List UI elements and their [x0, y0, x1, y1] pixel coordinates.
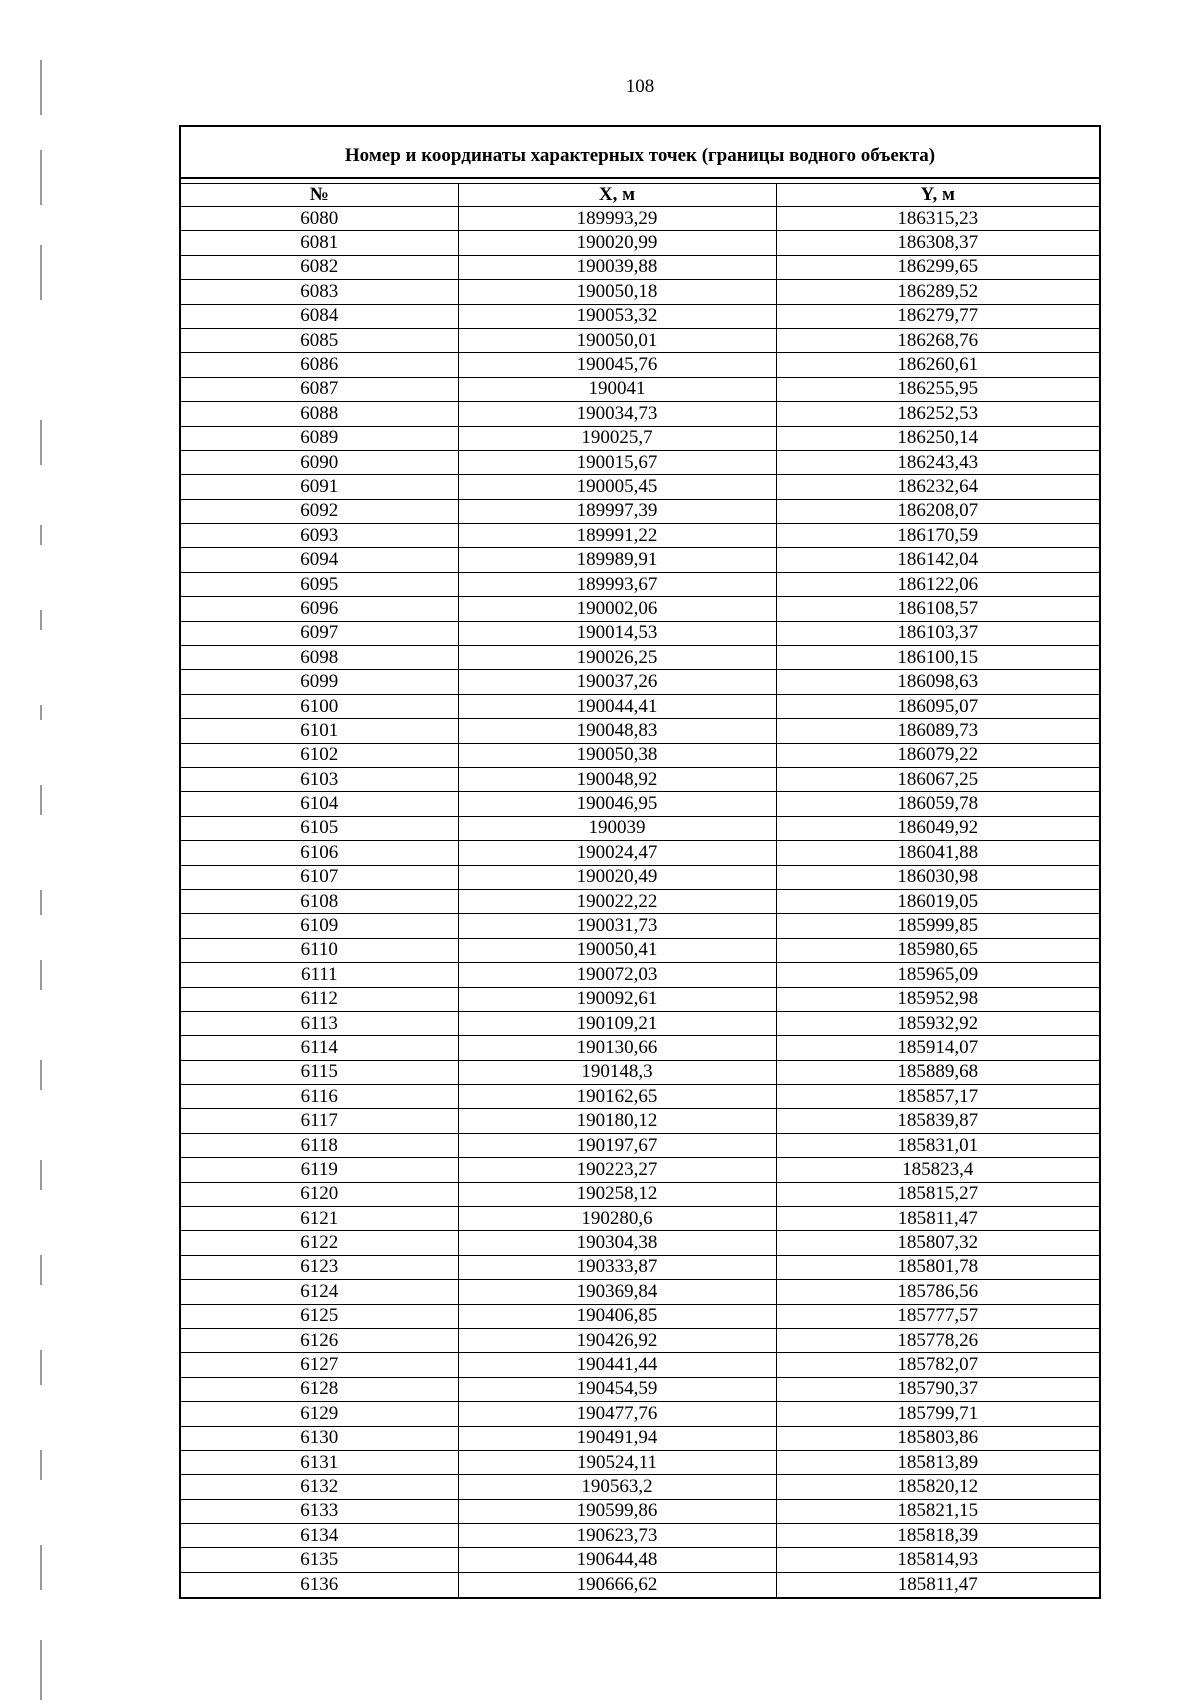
point-number-cell: 6132 [181, 1475, 458, 1499]
point-number-cell: 6136 [181, 1572, 458, 1596]
x-coordinate-cell: 190048,92 [458, 767, 776, 791]
y-coordinate-cell: 186098,63 [776, 670, 1099, 694]
scan-mark [40, 1350, 42, 1385]
x-coordinate-cell: 190050,38 [458, 743, 776, 767]
x-coordinate-cell: 190223,27 [458, 1158, 776, 1182]
point-number-cell: 6108 [181, 889, 458, 913]
point-number-cell: 6087 [181, 377, 458, 401]
table-row [181, 670, 1099, 694]
y-coordinate-cell: 186260,61 [776, 353, 1099, 377]
x-coordinate-cell: 190258,12 [458, 1182, 776, 1206]
table-row [181, 1109, 1099, 1133]
x-coordinate-cell: 190031,73 [458, 914, 776, 938]
point-number-cell: 6085 [181, 328, 458, 352]
x-coordinate-cell: 190039,88 [458, 255, 776, 279]
y-coordinate-cell: 186252,53 [776, 402, 1099, 426]
point-number-cell: 6109 [181, 914, 458, 938]
table-title: Номер и координаты характерных точек (границы водного объекта) [181, 127, 1099, 179]
x-coordinate-cell: 189991,22 [458, 524, 776, 548]
table-row [181, 1572, 1099, 1596]
table-row [181, 1036, 1099, 1060]
table-row [181, 767, 1099, 791]
y-coordinate-cell: 185980,65 [776, 938, 1099, 962]
point-number-cell: 6123 [181, 1255, 458, 1279]
y-coordinate-cell: 185811,47 [776, 1207, 1099, 1231]
table-row [181, 1475, 1099, 1499]
y-coordinate-cell: 185965,09 [776, 963, 1099, 987]
point-number-cell: 6091 [181, 475, 458, 499]
table-row [181, 1524, 1099, 1548]
x-coordinate-cell: 190491,94 [458, 1426, 776, 1450]
point-number-cell: 6103 [181, 767, 458, 791]
point-number-cell: 6098 [181, 646, 458, 670]
x-coordinate-cell: 189997,39 [458, 499, 776, 523]
scan-mark [40, 1545, 42, 1590]
table-row [181, 1060, 1099, 1084]
point-number-cell: 6082 [181, 255, 458, 279]
y-coordinate-cell: 185820,12 [776, 1475, 1099, 1499]
point-number-cell: 6106 [181, 841, 458, 865]
table-row [181, 377, 1099, 401]
point-number-cell: 6101 [181, 719, 458, 743]
y-coordinate-cell: 186243,43 [776, 450, 1099, 474]
y-coordinate-cell: 185782,07 [776, 1353, 1099, 1377]
table-row [181, 963, 1099, 987]
x-coordinate-cell: 190050,18 [458, 280, 776, 304]
point-number-cell: 6134 [181, 1524, 458, 1548]
table-header-row [181, 184, 1099, 207]
x-coordinate-cell: 190034,73 [458, 402, 776, 426]
table-row [181, 816, 1099, 840]
scan-mark [40, 150, 42, 205]
table-row [181, 207, 1099, 231]
scan-mark [40, 1160, 42, 1190]
point-number-cell: 6127 [181, 1353, 458, 1377]
table-row [181, 1207, 1099, 1231]
point-number-cell: 6102 [181, 743, 458, 767]
x-coordinate-cell: 190148,3 [458, 1060, 776, 1084]
x-coordinate-cell: 190426,92 [458, 1328, 776, 1352]
table-row [181, 426, 1099, 450]
y-coordinate-cell: 185823,4 [776, 1158, 1099, 1182]
table-row [181, 1255, 1099, 1279]
coordinates-table [181, 183, 1099, 1597]
table-row [181, 1182, 1099, 1206]
table-row [181, 1499, 1099, 1523]
point-number-cell: 6093 [181, 524, 458, 548]
y-coordinate-cell: 186067,25 [776, 767, 1099, 791]
point-number-cell: 6118 [181, 1133, 458, 1157]
point-number-cell: 6099 [181, 670, 458, 694]
x-coordinate-cell: 190304,38 [458, 1231, 776, 1255]
y-coordinate-cell: 185857,17 [776, 1085, 1099, 1109]
scan-mark [40, 1255, 42, 1285]
table-row [181, 719, 1099, 743]
x-coordinate-cell: 190044,41 [458, 694, 776, 718]
point-number-cell: 6084 [181, 304, 458, 328]
table-row [181, 304, 1099, 328]
x-coordinate-cell: 190024,47 [458, 841, 776, 865]
x-coordinate-cell: 190002,06 [458, 597, 776, 621]
x-coordinate-cell: 190454,59 [458, 1377, 776, 1401]
y-coordinate-cell: 186079,22 [776, 743, 1099, 767]
point-number-cell: 6122 [181, 1231, 458, 1255]
y-coordinate-cell: 186095,07 [776, 694, 1099, 718]
x-coordinate-cell: 190014,53 [458, 621, 776, 645]
scan-mark [40, 610, 42, 630]
point-number-cell: 6111 [181, 963, 458, 987]
table-row [181, 841, 1099, 865]
x-coordinate-cell: 190524,11 [458, 1450, 776, 1474]
table-row [181, 548, 1099, 572]
x-coordinate-cell: 190369,84 [458, 1280, 776, 1304]
table-row [181, 402, 1099, 426]
x-coordinate-cell: 190026,25 [458, 646, 776, 670]
table-body [181, 207, 1099, 1597]
x-coordinate-cell: 190130,66 [458, 1036, 776, 1060]
point-number-cell: 6086 [181, 353, 458, 377]
point-number-cell: 6114 [181, 1036, 458, 1060]
point-number-cell: 6100 [181, 694, 458, 718]
x-coordinate-cell: 190037,26 [458, 670, 776, 694]
table-row [181, 255, 1099, 279]
point-number-cell: 6097 [181, 621, 458, 645]
x-coordinate-cell: 190623,73 [458, 1524, 776, 1548]
table-row [181, 1304, 1099, 1328]
scan-mark [40, 705, 42, 720]
y-coordinate-cell: 185799,71 [776, 1402, 1099, 1426]
table-row [181, 865, 1099, 889]
table-row [181, 1280, 1099, 1304]
y-coordinate-cell: 185777,57 [776, 1304, 1099, 1328]
y-coordinate-cell: 186268,76 [776, 328, 1099, 352]
scan-mark [40, 420, 42, 465]
table-row [181, 1133, 1099, 1157]
table-row [181, 1085, 1099, 1109]
x-coordinate-cell: 190092,61 [458, 987, 776, 1011]
x-coordinate-cell: 190025,7 [458, 426, 776, 450]
y-coordinate-cell: 185814,93 [776, 1548, 1099, 1572]
point-number-cell: 6096 [181, 597, 458, 621]
point-number-cell: 6090 [181, 450, 458, 474]
x-coordinate-cell: 190109,21 [458, 1011, 776, 1035]
point-number-cell: 6116 [181, 1085, 458, 1109]
x-coordinate-cell: 190197,67 [458, 1133, 776, 1157]
table-row [181, 1402, 1099, 1426]
y-coordinate-cell: 185813,89 [776, 1450, 1099, 1474]
table-row [181, 1011, 1099, 1035]
y-coordinate-cell: 186232,64 [776, 475, 1099, 499]
point-number-cell: 6094 [181, 548, 458, 572]
point-number-cell: 6089 [181, 426, 458, 450]
scan-mark [40, 890, 42, 915]
table-row [181, 1450, 1099, 1474]
table-row [181, 987, 1099, 1011]
point-number-cell: 6092 [181, 499, 458, 523]
table-row [181, 889, 1099, 913]
point-number-cell: 6125 [181, 1304, 458, 1328]
point-number-cell: 6083 [181, 280, 458, 304]
point-number-cell: 6080 [181, 207, 458, 231]
point-number-cell: 6113 [181, 1011, 458, 1035]
y-coordinate-cell: 186049,92 [776, 816, 1099, 840]
table-row [181, 231, 1099, 255]
y-coordinate-cell: 185801,78 [776, 1255, 1099, 1279]
x-coordinate-cell: 190441,44 [458, 1353, 776, 1377]
table-row [181, 280, 1099, 304]
y-coordinate-cell: 185778,26 [776, 1328, 1099, 1352]
point-number-cell: 6133 [181, 1499, 458, 1523]
coordinates-table-frame [179, 125, 1101, 1599]
y-coordinate-cell: 186308,37 [776, 231, 1099, 255]
y-coordinate-cell: 186255,95 [776, 377, 1099, 401]
table-row [181, 646, 1099, 670]
point-number-cell: 6126 [181, 1328, 458, 1352]
page-number: 108 [625, 76, 655, 97]
point-number-cell: 6130 [181, 1426, 458, 1450]
point-number-cell: 6135 [181, 1548, 458, 1572]
point-number-cell: 6095 [181, 572, 458, 596]
table-row [181, 524, 1099, 548]
table-row [181, 914, 1099, 938]
x-coordinate-cell: 190162,65 [458, 1085, 776, 1109]
x-coordinate-cell: 189993,67 [458, 572, 776, 596]
scan-mark [40, 785, 42, 815]
x-coordinate-cell: 190045,76 [458, 353, 776, 377]
table-row [181, 499, 1099, 523]
table-row [181, 572, 1099, 596]
y-coordinate-cell: 186108,57 [776, 597, 1099, 621]
y-coordinate-cell: 186059,78 [776, 792, 1099, 816]
scan-mark [40, 525, 42, 545]
y-coordinate-cell: 185811,47 [776, 1572, 1099, 1596]
y-coordinate-cell: 185790,37 [776, 1377, 1099, 1401]
y-coordinate-cell: 185999,85 [776, 914, 1099, 938]
y-coordinate-cell: 185889,68 [776, 1060, 1099, 1084]
point-number-cell: 6117 [181, 1109, 458, 1133]
scan-mark [40, 1640, 42, 1700]
table-row [181, 621, 1099, 645]
y-coordinate-cell: 185821,15 [776, 1499, 1099, 1523]
table-row [181, 1377, 1099, 1401]
y-coordinate-cell: 186100,15 [776, 646, 1099, 670]
point-number-cell: 6088 [181, 402, 458, 426]
table-row [181, 743, 1099, 767]
y-coordinate-cell: 186250,14 [776, 426, 1099, 450]
x-coordinate-cell: 190053,32 [458, 304, 776, 328]
table-row [181, 694, 1099, 718]
table-row [181, 1328, 1099, 1352]
y-coordinate-cell: 185932,92 [776, 1011, 1099, 1035]
point-number-cell: 6119 [181, 1158, 458, 1182]
point-number-cell: 6124 [181, 1280, 458, 1304]
y-coordinate-cell: 186279,77 [776, 304, 1099, 328]
y-coordinate-cell: 185807,32 [776, 1231, 1099, 1255]
scan-mark [40, 960, 42, 990]
point-number-cell: 6120 [181, 1182, 458, 1206]
y-coordinate-cell: 186019,05 [776, 889, 1099, 913]
table-row [181, 938, 1099, 962]
x-coordinate-cell: 190005,45 [458, 475, 776, 499]
scan-mark [40, 245, 42, 300]
x-coordinate-cell: 190644,48 [458, 1548, 776, 1572]
y-coordinate-cell: 186122,06 [776, 572, 1099, 596]
x-coordinate-cell: 190050,01 [458, 328, 776, 352]
y-coordinate-cell: 186170,59 [776, 524, 1099, 548]
table-row [181, 1353, 1099, 1377]
point-number-cell: 6115 [181, 1060, 458, 1084]
scan-mark [40, 1450, 42, 1480]
y-coordinate-cell: 186315,23 [776, 207, 1099, 231]
y-coordinate-cell: 186208,07 [776, 499, 1099, 523]
point-number-cell: 6121 [181, 1207, 458, 1231]
x-coordinate-cell: 190041 [458, 377, 776, 401]
x-coordinate-cell: 190666,62 [458, 1572, 776, 1596]
y-coordinate-cell: 186089,73 [776, 719, 1099, 743]
x-coordinate-cell: 190048,83 [458, 719, 776, 743]
table-row [181, 792, 1099, 816]
table-row [181, 353, 1099, 377]
y-coordinate-cell: 186142,04 [776, 548, 1099, 572]
point-number-cell: 6107 [181, 865, 458, 889]
x-coordinate-cell: 190072,03 [458, 963, 776, 987]
column-header-number: № [181, 184, 458, 207]
y-coordinate-cell: 185815,27 [776, 1182, 1099, 1206]
x-coordinate-cell: 190563,2 [458, 1475, 776, 1499]
point-number-cell: 6081 [181, 231, 458, 255]
x-coordinate-cell: 190406,85 [458, 1304, 776, 1328]
column-header-y: Y, м [776, 184, 1099, 207]
column-header-x: X, м [458, 184, 776, 207]
table-row [181, 1426, 1099, 1450]
x-coordinate-cell: 190046,95 [458, 792, 776, 816]
y-coordinate-cell: 186103,37 [776, 621, 1099, 645]
x-coordinate-cell: 190050,41 [458, 938, 776, 962]
table-row [181, 597, 1099, 621]
y-coordinate-cell: 185839,87 [776, 1109, 1099, 1133]
x-coordinate-cell: 189989,91 [458, 548, 776, 572]
point-number-cell: 6128 [181, 1377, 458, 1401]
y-coordinate-cell: 186041,88 [776, 841, 1099, 865]
x-coordinate-cell: 190180,12 [458, 1109, 776, 1133]
table-row [181, 475, 1099, 499]
point-number-cell: 6131 [181, 1450, 458, 1474]
x-coordinate-cell: 190039 [458, 816, 776, 840]
table-row [181, 450, 1099, 474]
x-coordinate-cell: 190477,76 [458, 1402, 776, 1426]
y-coordinate-cell: 186030,98 [776, 865, 1099, 889]
y-coordinate-cell: 185803,86 [776, 1426, 1099, 1450]
table-row [181, 1231, 1099, 1255]
x-coordinate-cell: 190015,67 [458, 450, 776, 474]
point-number-cell: 6129 [181, 1402, 458, 1426]
point-number-cell: 6105 [181, 816, 458, 840]
table-row [181, 1548, 1099, 1572]
x-coordinate-cell: 190599,86 [458, 1499, 776, 1523]
scan-mark [40, 1060, 42, 1090]
point-number-cell: 6110 [181, 938, 458, 962]
x-coordinate-cell: 190280,6 [458, 1207, 776, 1231]
y-coordinate-cell: 185818,39 [776, 1524, 1099, 1548]
x-coordinate-cell: 190020,99 [458, 231, 776, 255]
y-coordinate-cell: 185831,01 [776, 1133, 1099, 1157]
table-row [181, 328, 1099, 352]
x-coordinate-cell: 190022,22 [458, 889, 776, 913]
y-coordinate-cell: 186299,65 [776, 255, 1099, 279]
x-coordinate-cell: 190333,87 [458, 1255, 776, 1279]
y-coordinate-cell: 186289,52 [776, 280, 1099, 304]
y-coordinate-cell: 185786,56 [776, 1280, 1099, 1304]
y-coordinate-cell: 185952,98 [776, 987, 1099, 1011]
point-number-cell: 6112 [181, 987, 458, 1011]
x-coordinate-cell: 190020,49 [458, 865, 776, 889]
point-number-cell: 6104 [181, 792, 458, 816]
table-row [181, 1158, 1099, 1182]
y-coordinate-cell: 185914,07 [776, 1036, 1099, 1060]
x-coordinate-cell: 189993,29 [458, 207, 776, 231]
